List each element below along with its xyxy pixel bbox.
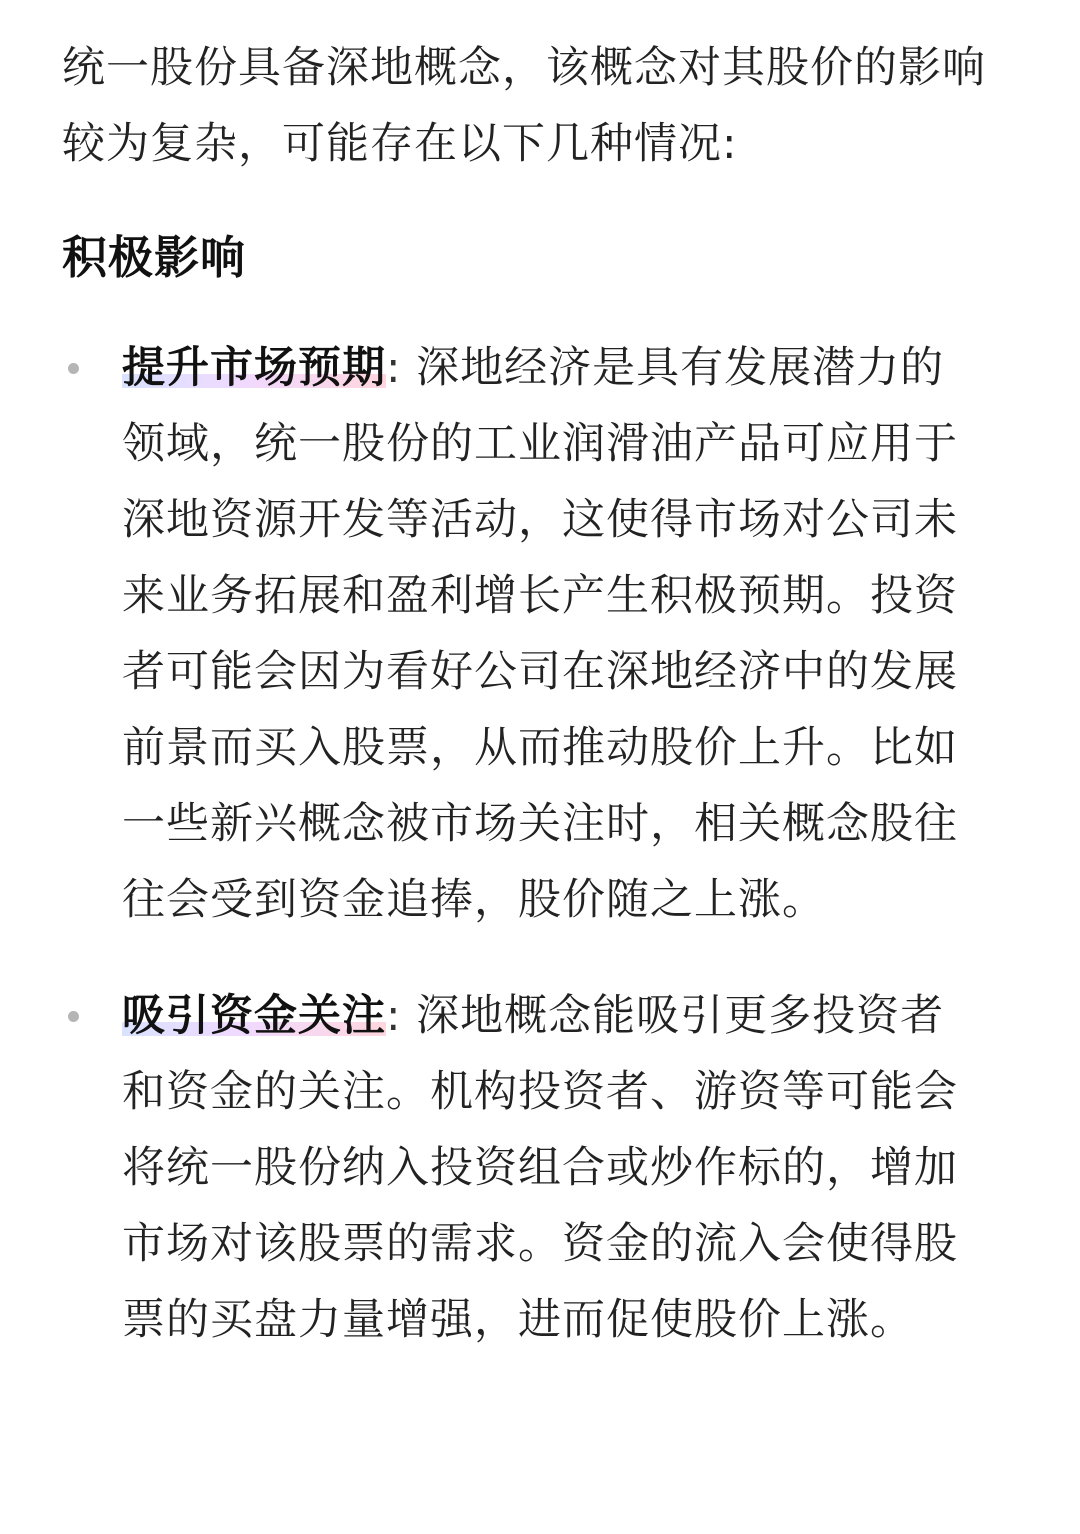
bullet-body: 深地概念能吸引更多投资者和资金的关注。机构投资者、游资等可能会将统一股份纳入投资组合或炒作标的，增加市场对该股票的需求。资金的流入会使得股票的买盘力量增强，进而促使股价上涨。 <box>122 991 958 1345</box>
bullet-title: 提升市场预期 <box>122 343 386 393</box>
bullet-dot-icon <box>68 1011 79 1022</box>
intro-paragraph: 统一股份具备深地概念，该概念对其股价的影响较为复杂，可能存在以下几种情况: <box>62 43 986 169</box>
impact-list <box>62 330 1020 1358</box>
list-item <box>62 330 988 938</box>
bullet-body: 深地经济是具有发展潜力的领域，统一股份的工业润滑油产品可应用于深地资源开发等活动，这使得市场对公司未来业务拓展和盈利增长产生积极预期。投资者可能会因为看好公司在深地经济中的发展前景而买入股票，从而推动股价上升。比如一些新兴概念被市场关注时，相关概念股往往会受到资金追捧，股价随之上涨。 <box>122 343 958 925</box>
bullet-title: 吸引资金关注 <box>122 991 386 1041</box>
bullet-separator: : <box>386 343 402 393</box>
list-item <box>62 978 988 1358</box>
section-heading-positive-impact: 积极影响 <box>62 231 247 284</box>
bullet-dot-icon <box>68 363 79 374</box>
bullet-separator: : <box>386 991 402 1041</box>
